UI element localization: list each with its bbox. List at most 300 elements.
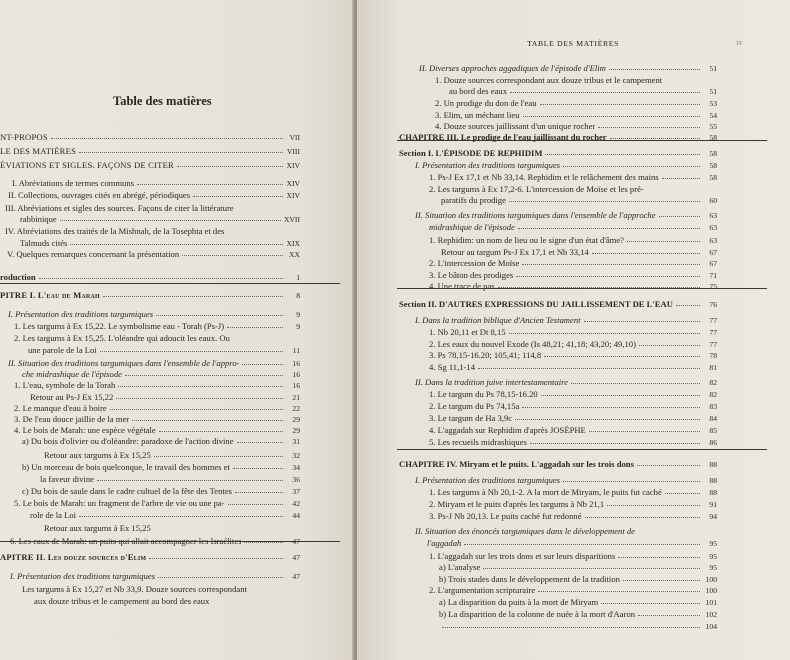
- dot-leader: [522, 263, 700, 265]
- toc-entry-page: XIV: [286, 191, 300, 200]
- dot-leader: [478, 367, 700, 369]
- dot-leader: [235, 491, 283, 493]
- dot-leader: [233, 467, 283, 469]
- toc-entry-title: Section I. L'ÉPISODE DE REPHIDIM: [399, 148, 543, 158]
- toc-entry: [399, 459, 717, 470]
- toc-entry-page: 67: [709, 248, 717, 257]
- toc-entry-title: NT-PROPOS: [0, 132, 48, 142]
- dot-leader: [79, 151, 283, 153]
- dot-leader: [39, 277, 283, 279]
- dot-leader: [132, 419, 283, 421]
- toc-entry-title: 5. Les recueils midrashiques: [429, 437, 527, 447]
- toc-entry: [429, 270, 717, 281]
- toc-entry-title: II. Dans la tradition juive intertestamentaire: [415, 377, 568, 387]
- toc-entry-page: 8: [296, 291, 300, 300]
- toc-entry-title: 1. Douze sources correspondant aux douze tribus et le campement: [435, 75, 663, 85]
- dot-leader: [639, 344, 700, 346]
- toc-entry-page: 95: [709, 563, 717, 572]
- dot-leader: [149, 557, 283, 559]
- toc-entry-title: 2. Un prodige du don de l'eau: [435, 98, 537, 108]
- toc-entry-title: 3. Ps-J Nb 20,13. Le puits caché fut redonné: [429, 511, 582, 521]
- toc-entry: [429, 172, 717, 183]
- toc-entry: [0, 160, 300, 171]
- toc-entry: [0, 552, 300, 563]
- dot-leader: [509, 200, 700, 202]
- dot-leader: [585, 516, 700, 518]
- dot-leader: [627, 240, 700, 242]
- toc-entry-title: 6. Les eaux de Marah: un puits qui allait accompagner les Israélites: [10, 536, 242, 546]
- toc-entry: [429, 350, 717, 361]
- toc-entry-title: I. Abréviations de termes communs: [12, 178, 134, 188]
- toc-entry: [429, 499, 717, 510]
- dot-leader: [97, 479, 283, 481]
- toc-entry: [20, 214, 300, 225]
- toc-entry: [44, 450, 300, 461]
- toc-entry: [8, 309, 300, 320]
- toc-entry-title: 4. Une trace de pas: [429, 281, 495, 291]
- toc-entry-page: 58: [709, 161, 717, 170]
- toc-entry: [429, 401, 717, 412]
- toc-entry-page: 88: [709, 460, 717, 469]
- dot-leader: [638, 614, 700, 616]
- dot-leader: [610, 137, 700, 139]
- dot-leader: [545, 153, 700, 155]
- toc-entry: [429, 425, 717, 436]
- toc-entry-page: 104: [705, 622, 717, 631]
- toc-entry-title: la faveur divine: [40, 474, 94, 484]
- toc-entry-page: 51: [709, 64, 717, 73]
- toc-entry: [429, 551, 717, 562]
- toc-entry-title: 3. De l'eau douce jaillie de la mer: [14, 414, 130, 424]
- toc-entry-title: 1. L'eau, symbole de la Torah: [14, 380, 116, 390]
- toc-entry-title: 3. Elim, un méchant lieu: [435, 110, 520, 120]
- dot-leader: [592, 252, 700, 254]
- toc-entry: [435, 110, 717, 121]
- toc-entry: [22, 462, 300, 473]
- toc-entry-title: PITRE I. L'eau de Marah: [0, 290, 100, 300]
- toc-entry-page: 100: [705, 575, 717, 584]
- dot-leader: [563, 480, 700, 482]
- toc-entry-title: Talmuds cités: [20, 238, 68, 248]
- dot-leader: [541, 394, 700, 396]
- dot-leader: [522, 406, 700, 408]
- toc-entry: [419, 63, 717, 74]
- toc-entry: [12, 178, 300, 189]
- toc-entry-page: 29: [292, 415, 300, 424]
- toc-entry-title: l'aggadah: [427, 538, 462, 548]
- toc-entry-page: 34: [292, 463, 300, 472]
- dot-leader: [137, 183, 283, 185]
- toc-entry: [439, 597, 717, 608]
- toc-entry: [44, 523, 300, 534]
- dot-leader: [464, 543, 700, 545]
- toc-entry: [30, 510, 300, 521]
- dot-leader: [158, 576, 283, 578]
- toc-entry-title: 1. Rephidim: un nom de lieu ou le signe d'un état d'âme?: [429, 235, 624, 245]
- toc-entry-page: 16: [292, 370, 300, 379]
- dot-leader: [544, 355, 700, 357]
- toc-entry-title: 2. Le targum du Ps 74,15a: [429, 401, 520, 411]
- dot-leader: [618, 556, 700, 558]
- dot-leader: [70, 243, 283, 245]
- toc-entry-page: 58: [709, 133, 717, 142]
- toc-entry: [441, 247, 717, 258]
- toc-entry: [34, 596, 300, 607]
- toc-entry-title: II. Situation des traditions targumiques dans l'ensemble de l'approche: [415, 210, 656, 220]
- toc-entry-title: Les targums à Ex 15,27 et Nb 33,9. Douze sources correspondant: [22, 584, 247, 594]
- toc-entry-title: I. Présentation des traditions targumiques: [415, 160, 561, 170]
- toc-entry-page: 75: [709, 282, 717, 291]
- toc-entry-title: 1. Les targums à Nb 20,1-2. A la mort de Miryam, le puits fut caché: [429, 487, 662, 497]
- dot-leader: [518, 227, 700, 229]
- toc-entry-title: 2. Miryam et le puits d'après les targums à Nb 21,1: [429, 499, 605, 509]
- toc-entry-title: 2. Les eaux du nouvel Exode (Is 48,21; 41,18; 43,20; 49,10): [429, 339, 636, 349]
- toc-entry-page: VIII: [286, 147, 300, 156]
- toc-entry-page: 21: [292, 393, 300, 402]
- section-rule: [0, 283, 340, 284]
- toc-entry-title: II. Collections, ouvrages cités en abrégé, périodiques: [8, 190, 191, 200]
- toc-entry-page: 44: [292, 511, 300, 520]
- toc-entry-title: 1. L'aggadah sur les trois dons et sur leurs disparitions: [429, 551, 616, 561]
- section-rule: [397, 140, 767, 141]
- toc-entry-page: 42: [292, 499, 300, 508]
- toc-entry: [429, 184, 717, 195]
- toc-entry: [429, 327, 717, 338]
- toc-entry-page: 63: [709, 211, 717, 220]
- toc-entry-title: 4. L'aggadah sur Rephidim d'après JOSÈPHE: [429, 425, 586, 435]
- toc-entry: [439, 562, 717, 573]
- section-rule: [397, 449, 767, 450]
- toc-entry-title: 1. Le targum du Ps 78,15-16.20: [429, 389, 538, 399]
- toc-entry-title: 2. Les targums à Ex 17,2-6. L'intercession de Moïse et les pré-: [429, 184, 644, 194]
- toc-entry-title: b) Trois stades dans le développement de la tradition: [439, 574, 620, 584]
- toc-entry-page: 47: [292, 537, 300, 546]
- toc-entry: [10, 571, 300, 582]
- dot-leader: [156, 314, 283, 316]
- toc-entry-title: b) La disparition de la colonne de nuée à la mort d'Aaron: [439, 609, 636, 619]
- section-rule: [397, 288, 767, 289]
- dot-leader: [623, 579, 700, 581]
- toc-entry-title: APITRE II. Les douze sources d'Elim: [0, 552, 147, 562]
- toc-entry-page: 85: [709, 426, 717, 435]
- toc-entry: [415, 210, 717, 221]
- toc-entry: [415, 475, 717, 486]
- toc-entry-page: 63: [709, 236, 717, 245]
- toc-entry-title: Retour aux targums à Ex 15,25: [44, 450, 151, 460]
- toc-entry: [429, 281, 717, 292]
- toc-entry: [14, 425, 300, 436]
- toc-entry-page: 9: [296, 310, 300, 319]
- dot-leader: [51, 137, 283, 139]
- toc-entry-page: XVII: [283, 215, 300, 224]
- toc-entry-title: Retour au Ps-J Ex 15,22: [30, 392, 114, 402]
- toc-entry: [14, 403, 300, 414]
- dot-leader: [516, 275, 700, 277]
- dot-leader: [659, 215, 700, 217]
- toc-entry-page: 86: [709, 438, 717, 447]
- toc-entry: [435, 121, 717, 132]
- toc-entry-title: V. Quelques remarques concernant la présentation: [7, 249, 180, 259]
- dot-leader: [483, 567, 700, 569]
- toc-entry-page: 88: [709, 476, 717, 485]
- toc-entry: [427, 538, 717, 549]
- dot-leader: [523, 115, 701, 117]
- toc-entry-page: 37: [292, 487, 300, 496]
- toc-entry-title: 1. Les targums à Ex 15,22. Le symbolisme eau - Torah (Ps-J): [14, 321, 225, 331]
- dot-leader: [510, 91, 700, 93]
- toc-entry: [14, 498, 300, 509]
- dot-leader: [60, 219, 281, 221]
- toc-entry-page: 31: [292, 437, 300, 446]
- toc-entry-title: Section II. D'AUTRES EXPRESSIONS DU JAILLISSEMENT DE L'EAU: [399, 299, 673, 309]
- toc-entry: [22, 486, 300, 497]
- dot-leader: [662, 177, 700, 179]
- toc-entry-page: 16: [292, 381, 300, 390]
- toc-entry-title: role de la Loi: [30, 510, 77, 520]
- toc-entry-page: 77: [709, 328, 717, 337]
- dot-leader: [563, 165, 700, 167]
- dot-leader: [237, 441, 283, 443]
- dot-leader: [676, 304, 700, 306]
- toc-entry-page: 76: [709, 300, 717, 309]
- toc-entry-page: VII: [289, 133, 300, 142]
- toc-entry: [429, 389, 717, 400]
- toc-entry-page: 81: [709, 363, 717, 372]
- toc-entry-title: au bord des eaux: [449, 86, 507, 96]
- toc-entry: [7, 249, 300, 260]
- toc-entry-title: II. Situation des énoncés targumiques dans le développement de: [415, 526, 635, 536]
- toc-entry-page: 102: [705, 610, 717, 619]
- toc-entry-page: 100: [705, 586, 717, 595]
- toc-entry: [449, 86, 717, 97]
- dot-leader: [515, 418, 700, 420]
- toc-entry-page: 32: [292, 451, 300, 460]
- toc-entry-title: ÉVIATIONS ET SIGLES. FAÇONS DE CITER: [0, 160, 174, 170]
- toc-entry-title: paratifs du prodige: [441, 195, 506, 205]
- toc-entry-title: c) Du bois de saule dans le cadre cultuel de la fête des Tentes: [22, 486, 232, 496]
- toc-entry-title: a) La disparition du puits à la mort de Miryam: [439, 597, 599, 607]
- dot-leader: [182, 254, 283, 256]
- toc-entry-page: 67: [709, 259, 717, 268]
- toc-entry: [14, 333, 300, 344]
- dot-leader: [116, 397, 283, 399]
- left-page: [0, 0, 355, 660]
- toc-entry-page: 58: [709, 173, 717, 182]
- toc-entry-title: 2. L'argumentation scripturaire: [429, 585, 536, 595]
- toc-entry-title: roduction: [0, 272, 36, 282]
- toc-entry: [22, 369, 300, 380]
- toc-entry-page: 53: [709, 99, 717, 108]
- dot-leader: [571, 382, 700, 384]
- toc-entry-page: 82: [709, 390, 717, 399]
- toc-entry: [0, 290, 300, 301]
- toc-entry-page: 78: [709, 351, 717, 360]
- toc-entry-title: IV. Abréviations des traités de la Mishnah, de la Tosephta et des: [5, 226, 225, 236]
- toc-entry: [399, 132, 717, 143]
- toc-entry-page: XIV: [286, 179, 300, 188]
- toc-entry-page: 47: [292, 572, 300, 581]
- toc-entry: [435, 98, 717, 109]
- toc-entry-title: 4. Douze sources jaillissant d'un unique rocher: [435, 121, 596, 131]
- toc-entry-page: 94: [709, 512, 717, 521]
- toc-entry-page: 95: [709, 539, 717, 548]
- running-head: TABLE DES MATIÈRES: [527, 39, 620, 48]
- right-page: [357, 0, 790, 660]
- toc-entry: [0, 132, 300, 143]
- toc-entry: [439, 621, 717, 632]
- toc-entry-title: I. Présentation des traditions targumiques: [415, 475, 561, 485]
- toc-entry: [5, 203, 300, 214]
- toc-entry: [0, 146, 300, 157]
- toc-entry: [14, 414, 300, 425]
- dot-leader: [242, 363, 283, 365]
- dot-leader: [601, 602, 700, 604]
- dot-leader: [637, 464, 700, 466]
- toc-entry-title: CHAPITRE III. Le prodige de l'eau jaillissant du rocher: [399, 132, 607, 142]
- toc-entry-page: 71: [709, 271, 717, 280]
- dot-leader: [79, 515, 283, 517]
- toc-entry: [429, 585, 717, 596]
- dot-leader: [609, 68, 700, 70]
- dot-leader: [665, 492, 700, 494]
- toc-entry: [439, 609, 717, 620]
- toc-entry: [399, 299, 717, 310]
- toc-entry-page: 82: [709, 378, 717, 387]
- toc-entry-page: 95: [709, 552, 717, 561]
- toc-entry-title: LE DES MATIÈRES: [0, 146, 77, 156]
- dot-leader: [540, 103, 700, 105]
- toc-entry: [22, 584, 300, 595]
- toc-entry-title: une parole de la Loi: [28, 345, 97, 355]
- toc-entry: [429, 437, 717, 448]
- toc-entry-page: 1: [296, 273, 300, 282]
- toc-entry-page: 54: [709, 111, 717, 120]
- toc-entry-page: 36: [292, 475, 300, 484]
- toc-entry-page: 77: [709, 340, 717, 349]
- toc-entry-page: XIV: [286, 161, 300, 170]
- toc-entry-title: aux douze tribus et le campement au bord des eaux: [34, 596, 210, 606]
- toc-entry: [28, 345, 300, 356]
- toc-entry-title: 3. Le bâton des prodiges: [429, 270, 514, 280]
- toc-entry-page: 58: [709, 149, 717, 158]
- toc-entry-title: che midrashique de l'épisode: [22, 369, 122, 379]
- toc-entry-page: 29: [292, 426, 300, 435]
- toc-entry-title: I. Dans la tradition biblique d'Ancien Testament: [415, 315, 581, 325]
- toc-entry: [429, 339, 717, 350]
- toc-entry-page: XIX: [286, 239, 300, 248]
- toc-entry: [415, 315, 717, 326]
- dot-leader: [442, 626, 700, 628]
- toc-entry-title: midrashique de l'épisode: [429, 222, 515, 232]
- toc-entry-page: 101: [705, 598, 717, 607]
- toc-entry-page: 60: [709, 196, 717, 205]
- dot-leader: [584, 320, 700, 322]
- section-rule: [0, 541, 340, 542]
- toc-entry: [0, 272, 300, 283]
- toc-entry: [429, 222, 717, 233]
- toc-title: Table des matières: [113, 94, 212, 108]
- toc-entry: [429, 511, 717, 522]
- toc-entry-page: XX: [289, 250, 300, 259]
- running-page-number: ix: [736, 38, 742, 47]
- toc-entry-title: 4. Le bois de Marah: une espèce végétale: [14, 425, 156, 435]
- dot-leader: [177, 165, 283, 167]
- toc-entry-page: 11: [292, 346, 300, 355]
- toc-entry-title: CHAPITRE IV. Miryam et le puits. L'aggadah sur les trois dons: [399, 459, 634, 469]
- toc-entry-page: 47: [292, 553, 300, 562]
- dot-leader: [530, 442, 700, 444]
- toc-entry: [8, 190, 300, 201]
- toc-entry-title: a) Du bois d'olivier ou d'oléandre: paradoxe de l'action divine: [22, 436, 234, 446]
- toc-entry-title: a) L'analyse: [439, 562, 481, 572]
- toc-entry: [14, 380, 300, 391]
- toc-entry: [439, 574, 717, 585]
- toc-entry: [429, 413, 717, 424]
- dot-leader: [598, 126, 700, 128]
- dot-leader: [228, 503, 283, 505]
- toc-entry-title: Retour au targum Ps-J Ex 17,1 et Nb 33,14: [441, 247, 589, 257]
- toc-entry-title: 3. Le targum de Ha 3,9c: [429, 413, 513, 423]
- toc-entry: [429, 235, 717, 246]
- toc-entry: [14, 321, 300, 332]
- toc-entry-page: 83: [709, 402, 717, 411]
- toc-entry-page: 63: [709, 223, 717, 232]
- toc-entry-page: 22: [292, 404, 300, 413]
- toc-entry-title: 1. Nb 20,11 et Dt 8,15: [429, 327, 506, 337]
- dot-leader: [118, 385, 283, 387]
- toc-entry-title: 3. Ps 78,15-16.20; 105,41; 114,8: [429, 350, 542, 360]
- dot-leader: [110, 408, 283, 410]
- dot-leader: [589, 430, 700, 432]
- dot-leader: [227, 326, 283, 328]
- toc-entry-title: 5. Le bois de Marah: un fragment de l'arbre de vie ou une pa-: [14, 498, 225, 508]
- toc-entry: [30, 392, 300, 403]
- toc-entry-title: 4. Sg 11,1-14: [429, 362, 475, 372]
- dot-leader: [538, 590, 700, 592]
- toc-entry-title: 2. L'intercession de Moïse: [429, 258, 520, 268]
- toc-entry: [435, 75, 717, 86]
- toc-entry-title: b) Un morceau de bois quelconque, le travail des hommes et: [22, 462, 230, 472]
- toc-entry-title: 2. Les targums à Ex 15,25. L'oléandre qui adoucit les eaux. Ou: [14, 333, 230, 343]
- toc-entry-page: 55: [709, 122, 717, 131]
- toc-entry-title: III. Abréviations et sigles des sources. Façons de citer la littérature: [5, 203, 234, 213]
- toc-entry: [40, 474, 300, 485]
- toc-entry: [22, 436, 300, 447]
- dot-leader: [100, 350, 283, 352]
- toc-entry: [429, 487, 717, 498]
- dot-leader: [103, 295, 283, 297]
- toc-entry: [8, 358, 300, 369]
- toc-entry-page: 51: [709, 87, 717, 96]
- toc-entry: [429, 362, 717, 373]
- toc-entry: [415, 526, 717, 537]
- toc-entry: [20, 238, 300, 249]
- toc-entry-page: 91: [709, 500, 717, 509]
- toc-entry-page: 88: [709, 488, 717, 497]
- toc-entry-page: 16: [292, 359, 300, 368]
- toc-entry-title: I. Présentation des traditions targumiques: [8, 309, 154, 319]
- toc-entry-title: I. Présentation des traditions targumiques: [10, 571, 156, 581]
- dot-leader: [154, 455, 283, 457]
- toc-entry-title: Retour aux targums à Ex 15,25: [44, 523, 151, 533]
- dot-leader: [125, 374, 283, 376]
- dot-leader: [509, 332, 700, 334]
- toc-entry: [399, 148, 717, 159]
- dot-leader: [607, 504, 700, 506]
- toc-entry-title: II. Situation des traditions targumiques dans l'ensemble de l'appro-: [8, 358, 240, 368]
- dot-leader: [193, 195, 283, 197]
- toc-entry-title: rabbinique: [20, 214, 57, 224]
